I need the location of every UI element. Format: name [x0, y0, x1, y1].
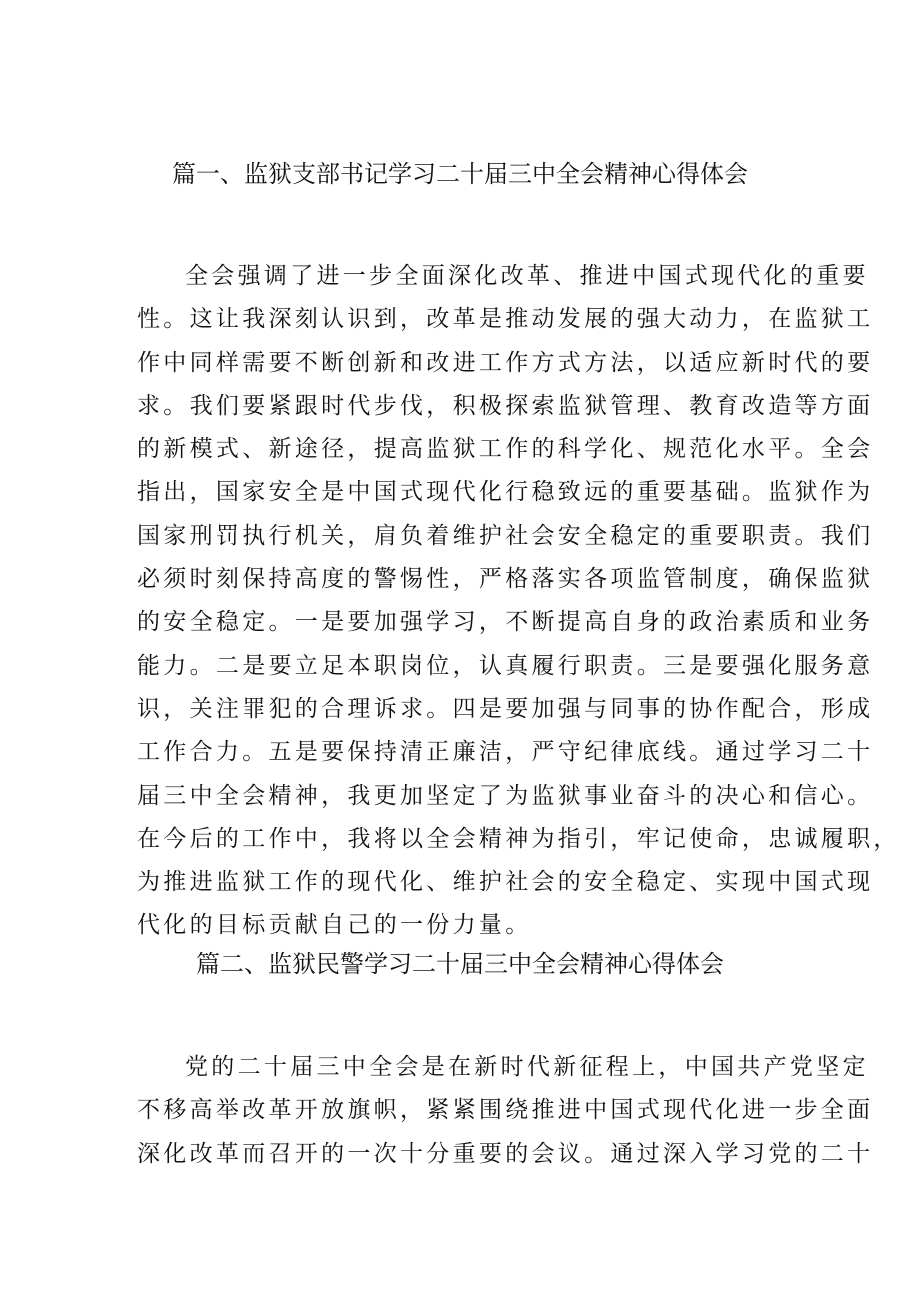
section-1-body — [137, 255, 900, 948]
text-line: 工作合力。五是要保持清正廉洁，严守纪律底线。通过学习二十 — [137, 739, 874, 766]
text-line: 不移高举改革开放旗帜，紧紧围绕推进中国式现代化进一步全面 — [137, 1097, 874, 1124]
text-line: 能力。二是要立足本职岗位，认真履行职责。三是要强化服务意 — [137, 652, 874, 679]
section-2-body — [137, 1046, 874, 1176]
text-line: 在今后的工作中，我将以全会精神为指引，牢记使命，忠诚履职， — [137, 825, 900, 852]
section-2-title: 篇二、监狱民警学习二十届三中全会精神心得体会 — [196, 950, 724, 978]
text-line: 国家刑罚执行机关，肩负着维护社会安全稳定的重要职责。我们 — [137, 522, 874, 549]
text-line: 性。这让我深刻认识到，改革是推动发展的强大动力，在监狱工 — [137, 306, 874, 333]
text-line: 的安全稳定。一是要加强学习，不断提高自身的政治素质和业务 — [137, 609, 874, 636]
text-line: 必须时刻保持高度的警惕性，严格落实各项监管制度，确保监狱 — [137, 566, 874, 593]
text-line: 的新模式、新途径，提高监狱工作的科学化、规范化水平。全会 — [137, 436, 874, 463]
section-1-title: 篇一、监狱支部书记学习二十届三中全会精神心得体会 — [172, 160, 748, 188]
text-line: 作中同样需要不断创新和改进工作方式方法，以适应新时代的要 — [137, 349, 874, 376]
text-line: 代化的目标贡献自己的一份力量。 — [137, 912, 532, 939]
text-line: 深化改革而召开的一次十分重要的会议。通过深入学习党的二十 — [137, 1140, 874, 1167]
text-line: 为推进监狱工作的现代化、维护社会的安全稳定、实现中国式现 — [137, 869, 874, 896]
text-line: 指出，国家安全是中国式现代化行稳致远的重要基础。监狱作为 — [137, 479, 874, 506]
text-line: 全会强调了进一步全面深化改革、推进中国式现代化的重要 — [185, 263, 869, 289]
text-line: 届三中全会精神，我更加坚定了为监狱事业奋斗的决心和信心。 — [137, 782, 874, 809]
text-line: 识，关注罪犯的合理诉求。四是要加强与同事的协作配合，形成 — [137, 695, 874, 722]
text-line: 党的二十届三中全会是在新时代新征程上，中国共产党坚定 — [185, 1054, 869, 1080]
text-line: 求。我们要紧跟时代步伐，积极探索监狱管理、教育改造等方面 — [137, 392, 874, 419]
